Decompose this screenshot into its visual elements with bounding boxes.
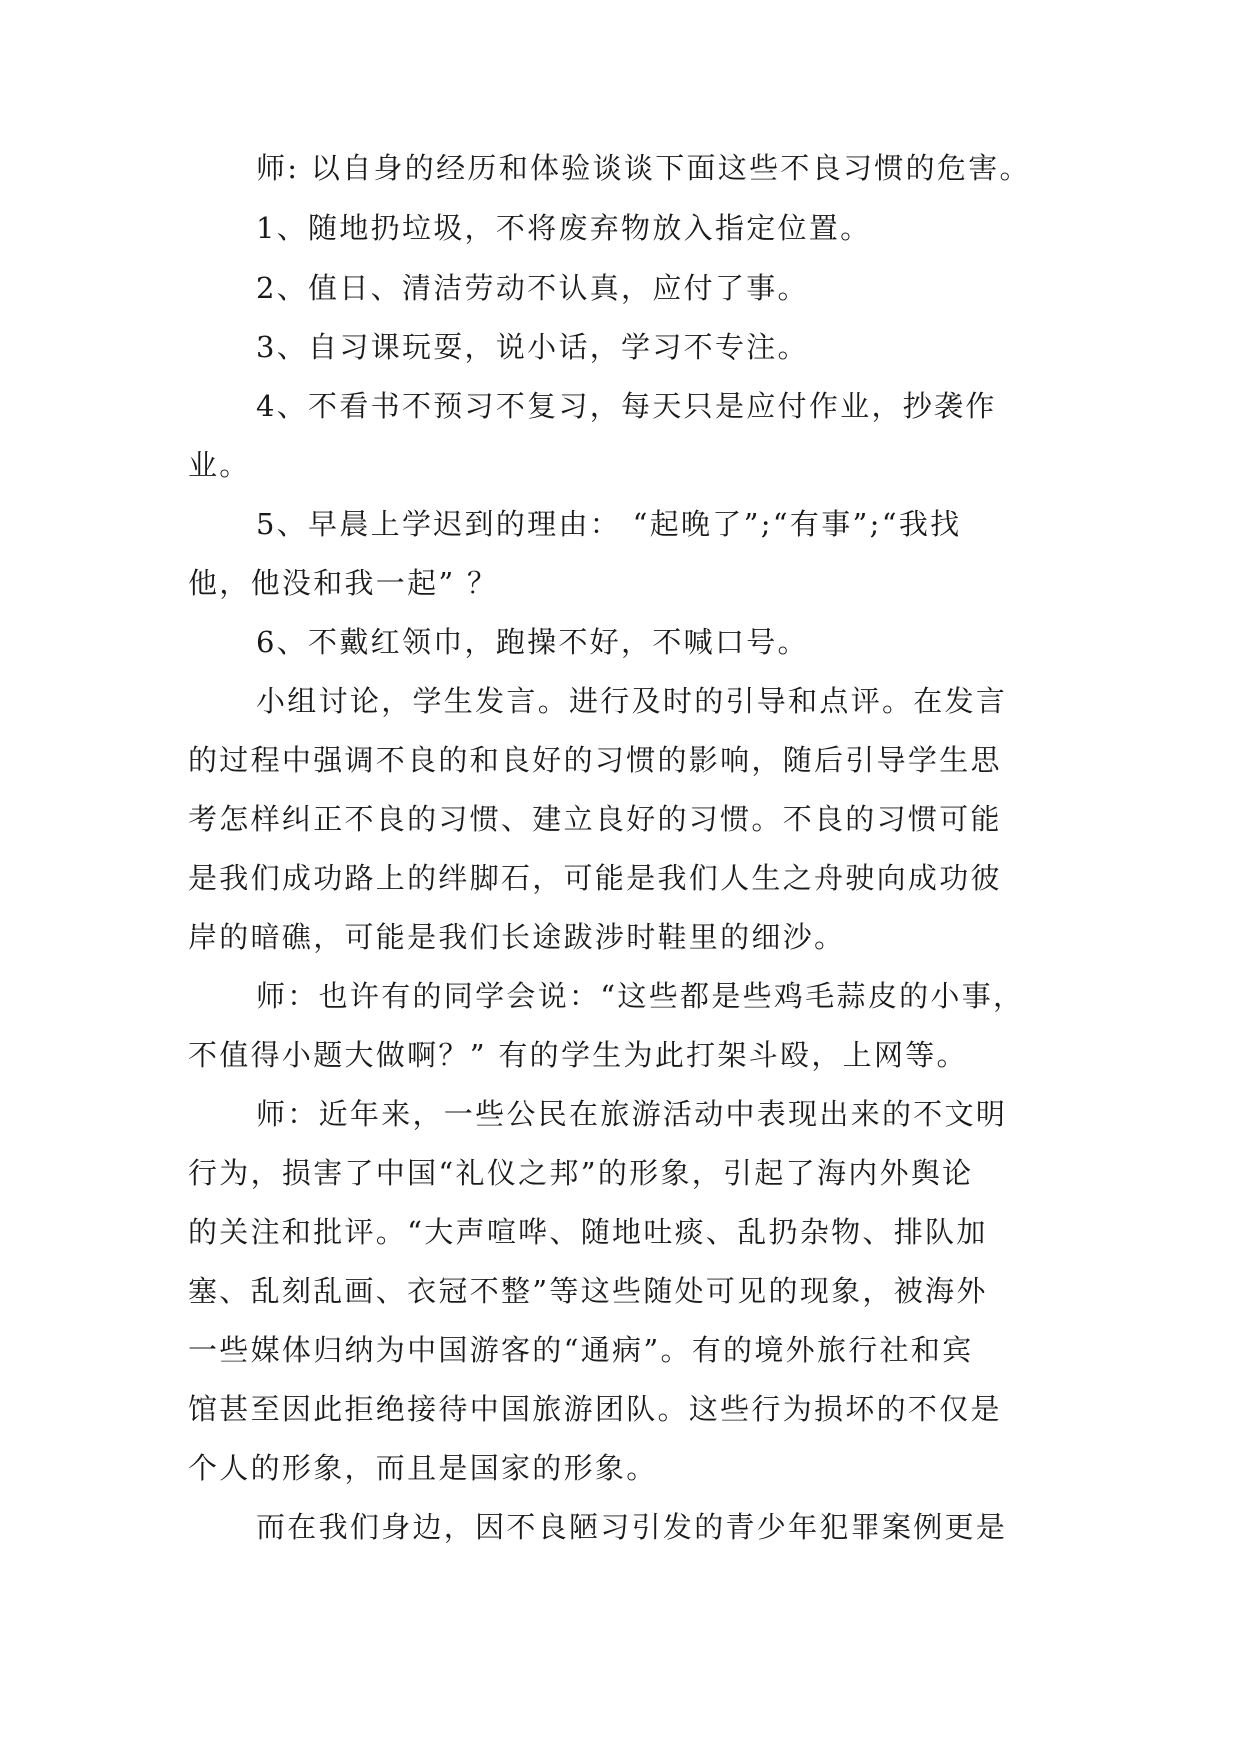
text-line: 塞、乱刻乱画、衣冠不整”等这些随处可见的现象，被海外 <box>188 1274 988 1308</box>
text-line: 5、早晨上学迟到的理由： “起晚了”;“有事”;“我找 <box>256 507 962 541</box>
text-line: 馆甚至因此拒绝接待中国旅游团队。这些行为损坏的不仅是 <box>188 1392 1002 1426</box>
text-line: 岸的暗礁，可能是我们长途跋涉时鞋里的细沙。 <box>188 920 846 954</box>
text-line: 6、不戴红领巾，跑操不好，不喊口号。 <box>256 625 809 659</box>
text-line: 小组讨论，学生发言。进行及时的引导和点评。在发言 <box>256 684 1008 718</box>
text-line: 1、随地扔垃圾，不将废弃物放入指定位置。 <box>256 211 872 245</box>
text-line: 师：也许有的同学会说：“这些都是些鸡毛蒜皮的小事， <box>256 979 1025 1013</box>
text-line: 而在我们身边，因不良陋习引发的青少年犯罪案例更是 <box>256 1510 1008 1544</box>
text-line: 考怎样纠正不良的习惯、建立良好的习惯。不良的习惯可能 <box>188 802 1002 836</box>
text-line: 不值得小题大做啊？” 有的学生为此打架斗殴，上网等。 <box>188 1038 968 1072</box>
text-line: 2、值日、清洁劳动不认真，应付了事。 <box>256 271 809 305</box>
text-line: 业。 <box>188 448 251 482</box>
text-line: 的过程中强调不良的和良好的习惯的影响，随后引导学生思 <box>188 743 1002 777</box>
text-line: 他，他没和我一起” ？ <box>188 566 499 600</box>
text-line: 的关注和批评。“大声喧哗、随地吐痰、乱扔杂物、排队加 <box>188 1215 988 1249</box>
text-line: 个人的形象，而且是国家的形象。 <box>188 1451 658 1485</box>
text-line: 师: 以自身的经历和体验谈谈下面这些不良习惯的危害。 <box>256 151 1031 185</box>
text-line: 师：近年来，一些公民在旅游活动中表现出来的不文明 <box>256 1097 1008 1131</box>
text-line: 一些媒体归纳为中国游客的“通病”。有的境外旅行社和宾 <box>188 1333 974 1367</box>
text-line: 3、自习课玩耍，说小话，学习不专注。 <box>256 330 809 364</box>
text-line: 行为，损害了中国“礼仪之邦”的形象，引起了海内外舆论 <box>188 1156 974 1190</box>
text-line: 是我们成功路上的绊脚石，可能是我们人生之舟驶向成功彼 <box>188 861 1002 895</box>
text-line: 4、不看书不预习不复习，每天只是应付作业，抄袭作 <box>256 389 997 423</box>
